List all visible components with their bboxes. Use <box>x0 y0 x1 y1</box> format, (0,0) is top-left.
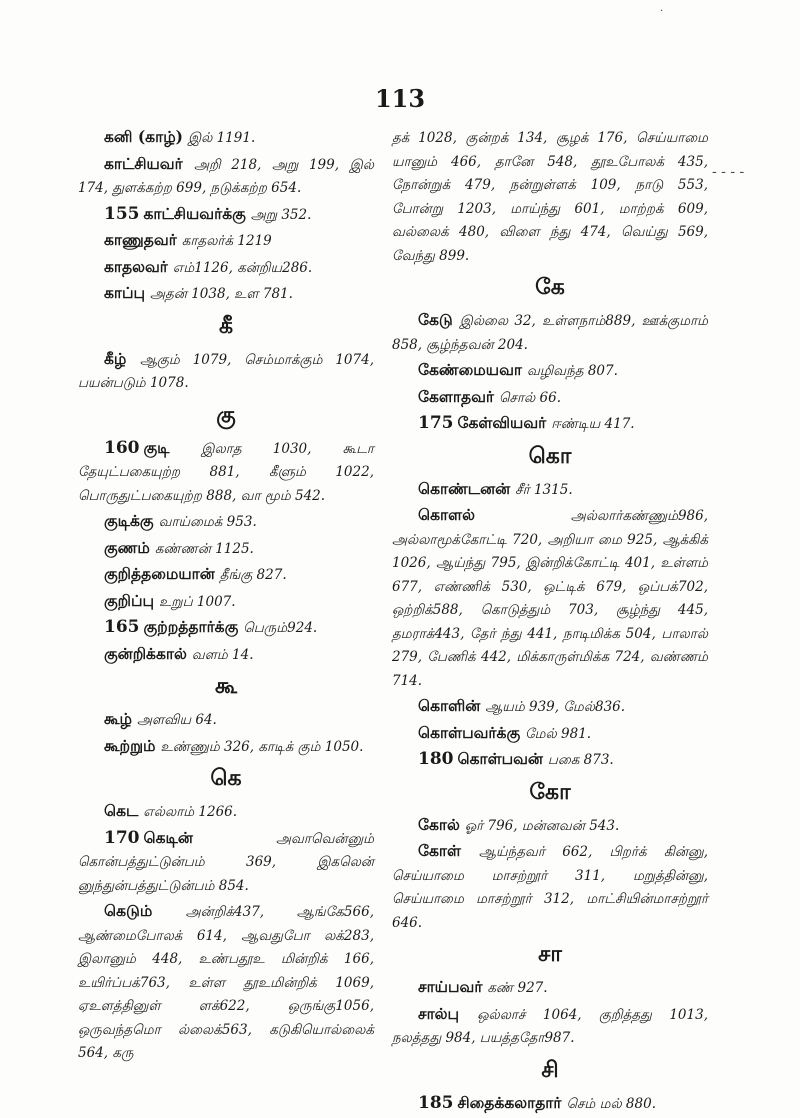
index-entry <box>78 708 374 732</box>
margin-dash-mark: - - - - <box>712 164 745 180</box>
index-entry <box>78 229 374 253</box>
entry-headword: கொளின் <box>418 696 481 715</box>
index-entry-continuation <box>392 126 708 267</box>
entry-headword: காட்சியவர்க்கு <box>143 203 246 223</box>
entry-references: காதலர்க் 1219 <box>181 233 272 249</box>
index-entry <box>78 282 374 306</box>
index-entry <box>78 616 374 640</box>
index-entry <box>78 643 374 667</box>
index-entry <box>78 348 374 395</box>
index-entry <box>392 309 708 356</box>
entry-headword: கொள்பவன் <box>457 749 543 768</box>
entry-references: தக் 1028, குன்றக் 134, சூழக் 176, செய்யாமை யானும் 466, தானே 548, தூஉபோலக் 435, நோன்றுக் 479, நன்றுள்ளக் 109, நாடு 553, போன்று 1203, மாய்ந்து 601, மாற்றக் 609, வல்லைக் 480, விளை ந்து 474, வெய்து 569, வேந்து 899. <box>392 130 708 264</box>
entry-headword: காப்பு <box>104 283 146 302</box>
entry-headword: கொண்டனன் <box>418 478 511 498</box>
entry-references: அறி 218, அறு 199, இல் 174, துளக்கற்ற 699, நடுக்கற்ற 654. <box>78 156 374 196</box>
entry-references: ஈண்டிய 417. <box>551 416 635 432</box>
index-entry <box>78 537 374 561</box>
entry-references: பெரும்924. <box>243 620 318 636</box>
index-entry <box>392 748 708 772</box>
index-entry <box>78 590 374 614</box>
entry-headword: காதலவர் <box>104 256 168 276</box>
entry-references: வாய்மைக் 953. <box>158 514 257 530</box>
entry-references: வளம் 14. <box>191 646 254 663</box>
corner-mark: · <box>660 6 664 17</box>
entry-references: சொல் 66. <box>498 389 561 406</box>
entry-number: 170 <box>104 827 140 848</box>
index-entry <box>392 386 708 410</box>
index-entry <box>392 1092 708 1116</box>
index-entry <box>392 412 708 436</box>
entry-references: அறு 352. <box>250 206 312 223</box>
entry-headword: கூற்றும் <box>104 735 156 755</box>
entry-headword: கேண்மையவா <box>418 360 523 379</box>
entry-references: கண் 927. <box>487 980 548 996</box>
index-entry <box>392 359 708 383</box>
entry-headword: கொளல் <box>418 505 475 524</box>
entry-references: ஆய்ந்தவர் 662, பிறர்க் கின்னு, செய்யாமை மாசற்றூர் 311, மறுத்தின்னு, செய்யாமை மாசற்றூர் 312, மாட்சியின்மாசற்றூர் 646. <box>392 844 708 931</box>
section-letter-heading: கோ <box>529 778 571 805</box>
index-entry <box>78 126 374 150</box>
entry-headword: கேளாதவர் <box>418 386 495 406</box>
entry-headword: கீழ் <box>104 348 127 368</box>
entry-headword: குடிக்கு <box>104 511 154 530</box>
index-entry <box>392 478 708 502</box>
entry-headword: கேள்வியவர் <box>457 413 547 432</box>
entry-references: வழிவந்த 807. <box>526 363 618 379</box>
entry-headword: கனி (காழ்) <box>104 127 184 146</box>
entry-headword: சிதைக்கலாதார் <box>457 1092 562 1112</box>
index-entry <box>392 814 708 838</box>
entry-headword: கோல் <box>418 814 460 834</box>
entry-number: 155 <box>104 203 140 224</box>
entry-references: கண்ணன் 1125. <box>154 540 254 557</box>
index-entry <box>392 504 708 692</box>
entry-references: ஆயம் 939, மேல்836. <box>485 699 626 715</box>
index-entry <box>78 203 374 227</box>
index-entry <box>78 735 374 759</box>
entry-number: 175 <box>418 413 454 433</box>
entry-references: தீங்கு 827. <box>219 567 287 583</box>
entry-headword: கொள்பவர்க்கு <box>418 722 521 742</box>
entry-references: அன்றிக்437, ஆங்கே566, ஆண்மைபோலக் 614, ஆவதுபோ லக்283, இலானும் 448, உண்பதூஉ மின்றிக் 166, உயிர்ப்பக்763, உள்ள தூஉமின்றிக் 1069, ஏஉளத்தினுள் ளக்622, ஒருங்கு1056, ஒருவந்தமொ ல்லைக்563, கடுகியொல்லைக் 564, கரு <box>78 904 374 1061</box>
entry-headword: கெட <box>104 801 139 820</box>
entry-references: அளவிய 64. <box>136 712 217 728</box>
entry-headword: கோள் <box>418 841 462 860</box>
entry-references: அவாவென்னும் கொன்பத்துட்டுன்பம் 369, இகலென் னுந்துன்பத்துட்டுன்பம் 854. <box>78 830 374 894</box>
entry-headword: கெடும் <box>104 901 153 920</box>
entry-references: அல்லார்கண்ணும்986, அல்லாமூக்கோட்டி 720, அறியா மை 925, ஆக்கிக் 1026, ஆய்ந்து 795, இன்றிக்கோட்டி 401, உள்ளம் 677, எண்ணிக் 530, ஒட்டிக் 679, ஒப்பக்702, ஒற்றிக்588, கொடுத்தும் 703, சூழ்ந்து 445, தமராக்443, தேர் ந்து 441, நாடிமிக்க 504, பாலால் 279, பேணிக் 442, மிக்காருள்மிக்க 724, வண்ணம் 714. <box>392 508 708 689</box>
entry-references: உறுப் 1007. <box>159 593 236 610</box>
index-entry <box>392 840 708 934</box>
section-letter-heading: கு <box>216 401 236 428</box>
entry-number: 180 <box>418 749 454 769</box>
right-column <box>392 126 708 1118</box>
section-letter-heading: சி <box>541 1056 559 1083</box>
index-entry <box>392 695 708 719</box>
entry-number: 160 <box>104 437 140 458</box>
entry-references: செம் மல் 880. <box>566 1095 656 1112</box>
section-letter-heading: கொ <box>528 442 572 469</box>
entry-headword: குற்றத்தார்க்கு <box>143 617 239 636</box>
entry-references: சீர் 1315. <box>515 481 573 498</box>
entry-references: பகை 873. <box>547 752 614 768</box>
index-entry <box>78 510 374 534</box>
section-letter-heading: சா <box>538 941 562 967</box>
entry-number: 185 <box>418 1092 454 1113</box>
entry-headword: கூழ் <box>104 709 133 728</box>
entry-headword: குறித்தமையான் <box>104 564 215 583</box>
entry-references: மேல் 981. <box>525 725 592 742</box>
index-entry <box>78 256 374 280</box>
section-letter-heading: கூ <box>214 673 238 699</box>
entry-references: இல்லை 32, உள்ளநாம்889, ஊக்குமாம் 858, சூழ்ந்தவன் 204. <box>392 313 708 353</box>
left-column <box>78 126 374 1068</box>
index-entry <box>78 153 374 200</box>
entry-headword: கேடு <box>418 310 453 329</box>
index-entry <box>392 1003 708 1050</box>
section-letter-heading: கே <box>535 274 565 300</box>
index-entry <box>78 437 374 508</box>
entry-references: இல் 1191. <box>187 130 256 146</box>
index-entry <box>78 800 374 824</box>
section-letter-heading: கெ <box>210 765 242 791</box>
entry-references: எல்லாம் 1266. <box>143 804 238 820</box>
entry-references: எம்1126, கன்றிய286. <box>172 259 313 276</box>
entry-headword: குடி <box>143 437 170 457</box>
index-entry <box>392 976 708 1000</box>
entry-references: ஆகும் 1079, செம்மாக்கும் 1074, பயன்படும் 1078. <box>78 351 374 391</box>
section-letter-heading: கீ <box>218 312 234 339</box>
index-entry <box>78 900 374 1065</box>
entry-headword: சால்பு <box>418 1003 460 1023</box>
entry-references: அதன் 1038, உள 781. <box>150 286 293 302</box>
index-entry <box>78 827 374 898</box>
entry-number: 165 <box>104 617 140 637</box>
entry-references: ஓர் 796, மன்னவன் 543. <box>464 817 620 834</box>
entry-headword: காட்சியவர் <box>104 153 183 173</box>
entry-references: உண்ணும் 326, காடிக் கும் 1050. <box>160 738 364 755</box>
entry-headword: காணுதவர் <box>104 230 177 249</box>
entry-references: இலாத 1030, கூடா தேயுட்பகையுற்ற 881, கீளும் 1022, பொருதுட்பகையுற்ற 888, வா மூம் 542. <box>78 440 374 504</box>
index-entry <box>392 722 708 746</box>
index-entry <box>78 563 374 587</box>
entry-headword: சாய்பவர் <box>418 977 483 996</box>
entry-references: ஒல்லாச் 1064, குறித்தது 1013, நலத்தது 984, பயத்ததோ987. <box>392 1006 708 1046</box>
entry-headword: குறிப்பு <box>104 590 155 610</box>
entry-headword: கெடின் <box>143 827 193 847</box>
entry-headword: குணம் <box>104 537 150 557</box>
page-number: 113 <box>374 84 426 113</box>
entry-headword: குன்றிக்கால் <box>104 643 187 663</box>
